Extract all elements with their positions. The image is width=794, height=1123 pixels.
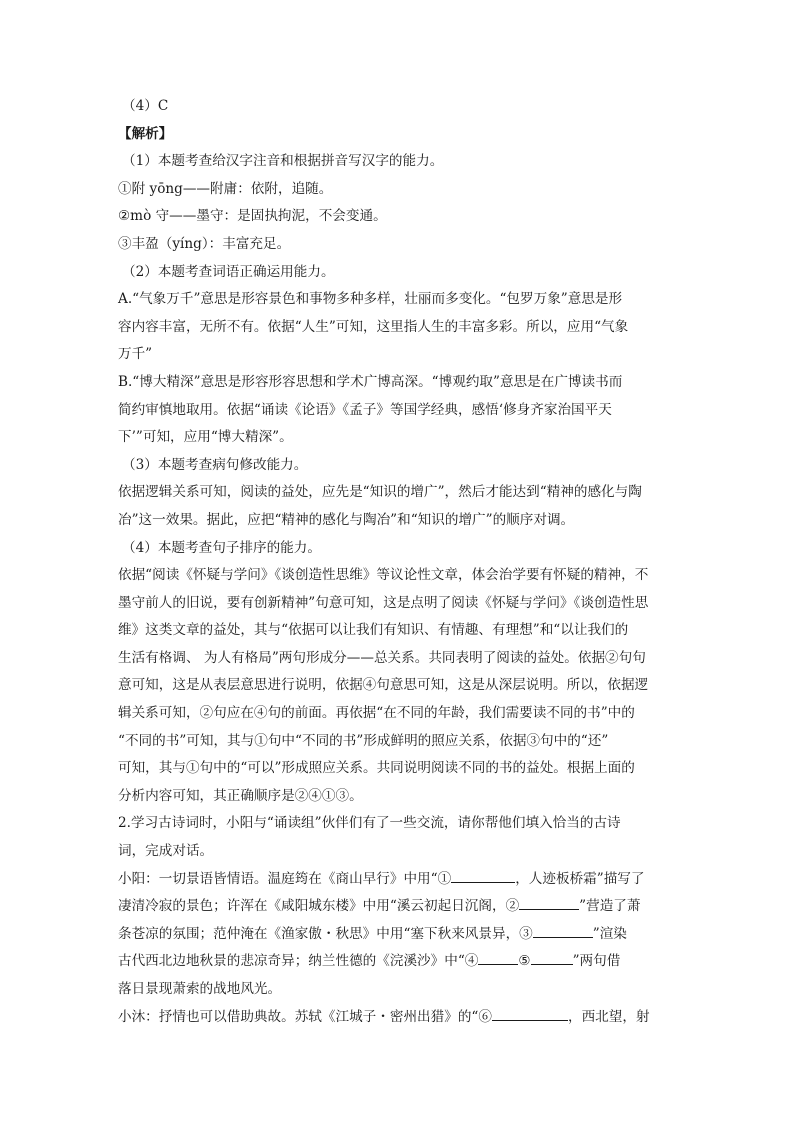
fill-blank-2[interactable] (519, 895, 579, 910)
question-2-prompt-cont: 词，完成对话。 (118, 843, 214, 860)
dialogue-text: 古代西北边地秋景的悲凉奇异；纳兰性德的《浣溪沙》中“④ (118, 953, 479, 970)
paragraph-line: 下’”可知，应用“博大精深”。 (118, 429, 293, 446)
analysis-4-title: （4）本题考查句子排序的能力。 (122, 539, 321, 556)
dialogue-text: ⑤ (518, 953, 531, 970)
dialogue-text: 小沐：抒情也可以借助典故。苏轼《江城子・密州出猎》的“⑥ (118, 1008, 492, 1025)
analysis-2-title: （2）本题考查词语正确运用能力。 (122, 263, 335, 280)
paragraph-line: 容内容丰富，无所不有。依据“人生”可知，这里指人生的丰富多彩。所以，应用“气象 (118, 318, 629, 335)
dialogue-text: 小阳：一切景语皆情语。温庭筠在《商山早行》中用“① (118, 870, 452, 887)
paragraph-line: 万千” (118, 346, 153, 363)
fill-blank-3[interactable] (533, 923, 593, 938)
dialogue-line-3 (118, 921, 678, 949)
dialogue-line-1 (118, 866, 678, 894)
dialogue-text: 条苍凉的氛围；范仲淹在《渔家傲・秋思》中用“塞下秋来风景异，③ (118, 925, 533, 942)
paragraph-line: 墨守前人的旧说，要有创新精神”句意可知，这是点明了阅读《怀疑与学问》《谈创造性思 (118, 594, 649, 611)
analysis-1-item-2: ②mò 守——墨守：是固执拘泥，不会变通。 (118, 208, 387, 225)
dialogue-line-4 (118, 948, 678, 976)
answer-4: （4）C (122, 98, 169, 114)
dialogue-text: 凄清冷寂的景色；许浑在《咸阳城东楼》中用“溪云初起日沉阁，② (118, 898, 520, 915)
dialogue-line-6 (118, 1004, 678, 1032)
fill-blank-6[interactable] (492, 1006, 568, 1021)
dialogue-text: ”渲染 (592, 925, 627, 942)
paragraph-line: 生活有格调、 为人有格局”两句形成分——总关系。共同表明了阅读的益处。依据②句句 (118, 649, 646, 666)
paragraph-line: 分析内容可知，其正确顺序是②④①③。 (118, 787, 363, 804)
paragraph-line: 冶”这一效果。据此，应把“精神的感化与陶冶”和“知识的增广”的顺序对调。 (118, 511, 575, 528)
fill-blank-4[interactable] (478, 950, 518, 965)
paragraph-line: 辑关系可知，②句应在④句的前面。再依据“在不同的年龄，我们需要读不同的书”中的 (118, 705, 635, 722)
fill-blank-1[interactable] (451, 868, 515, 883)
paragraph-line: 依据逻辑关系可知，阅读的益处，应先是“知识的增广”，然后才能达到“精神的感化与陶 (118, 484, 642, 501)
paragraph-line: 依据“阅读《怀疑与学问》《谈创造性思维》等议论性文章，体会治学要有怀疑的精神，不 (118, 567, 649, 584)
fill-blank-5[interactable] (531, 950, 573, 965)
paragraph-line: 维》这类文章的益处，其与“依据可以让我们有知识、有情趣、有理想”和“以让我们的 (118, 622, 629, 639)
dialogue-text: ，西北望，射 (567, 1008, 650, 1025)
dialogue-line-5: 落日景现萧索的战地风光。 (118, 981, 282, 997)
analysis-1-item-3: ③丰盈（yíng）：丰富充足。 (118, 235, 291, 252)
paragraph-line: 可知，其与①句中的“可以”形成照应关系。共同说明阅读不同的书的益处。根据上面的 (118, 760, 635, 777)
dialogue-text: ”营造了萧 (579, 898, 641, 915)
paragraph-line: 简约审慎地取用。依据“诵读《论语》《孟子》等国学经典，感悟‘修身齐家治国平天 (118, 401, 612, 418)
paragraph-line: A.“气象万千”意思是形容景色和事物多种多样，壮丽而多变化。“包罗万象”意思是形 (118, 291, 623, 308)
dialogue-text: ，人迹板桥霜”描写了 (515, 870, 645, 887)
dialogue-text: ”两句借 (572, 953, 621, 970)
analysis-1-item-1: ①附 yōng——附庸：依附，追随。 (118, 180, 333, 197)
analysis-heading: 【解析】 (118, 125, 173, 142)
paragraph-line: “不同的书”可知，其与①句中“不同的书”形成鲜明的照应关系，依据③句中的“还” (118, 732, 609, 749)
document-page (118, 93, 678, 1031)
question-2-prompt: 2.学习古诗词时，小阳与“诵读组”伙伴们有了一些交流，请你帮他们填入恰当的古诗 (118, 815, 621, 832)
paragraph-line: B.“博大精深”意思是形容形容思想和学术广博高深。“博观约取”意思是在广博读书而 (118, 373, 623, 390)
dialogue-line-2 (118, 893, 678, 921)
analysis-1-title: （1）本题考查给汉字注音和根据拼音写汉字的能力。 (122, 153, 444, 170)
analysis-3-title: （3）本题考查病句修改能力。 (122, 456, 308, 473)
paragraph-line: 意可知，这是从表层意思进行说明，依据④句意思可知，这是从深层说明。所以，依据逻 (118, 677, 649, 694)
